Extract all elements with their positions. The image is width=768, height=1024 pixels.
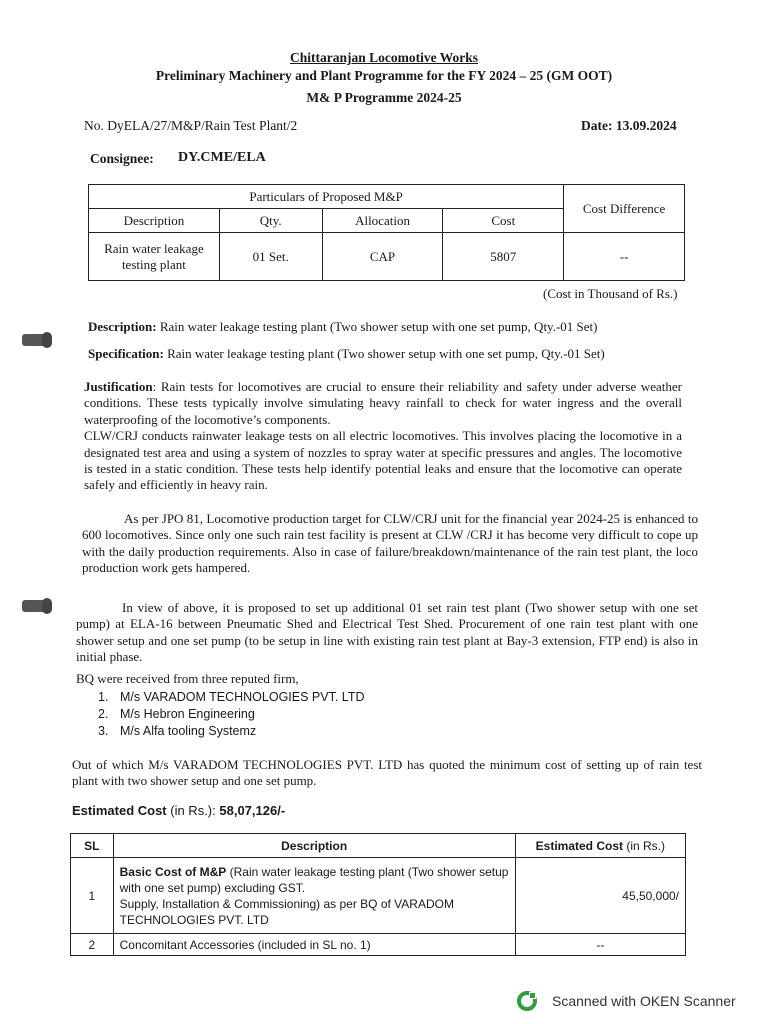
estimated-cost-value: 58,07,126/-: [219, 803, 286, 818]
row-qty: 01 Set.: [219, 233, 322, 281]
proposal-table: [88, 184, 685, 281]
programme-title: Preliminary Machinery and Plant Programme for the FY 2024 – 25 (GM OOT): [155, 68, 613, 83]
cost-row-2-amount: --: [515, 934, 685, 956]
list-item: 1. M/s VARADOM TECHNOLOGIES PVT. LTD: [98, 690, 365, 704]
consignee-label: Consignee:: [90, 151, 154, 166]
justification-block: [84, 379, 682, 494]
row-cost-difference: --: [564, 233, 685, 281]
cost-row-2-description: Concomitant Accessories (included in SL no. 1): [113, 934, 515, 956]
lowest-bidder-paragraph: Out of which M/s VARADOM TECHNOLOGIES PVT. LTD has quoted the minimum cost of setting up of rain test plant with two shower setup and one set pump.: [72, 757, 702, 789]
programme-subtitle: M& P Programme 2024-25: [306, 90, 462, 105]
reference-number: No. DyELA/27/M&P/Rain Test Plant/2: [84, 118, 298, 133]
row-allocation: CAP: [322, 233, 443, 281]
estimated-cost-label: Estimated Cost: [72, 803, 167, 818]
document-date: Date: 13.09.2024: [581, 118, 677, 133]
justification-label: Justification: [84, 379, 153, 394]
description-text: Rain water leakage testing plant (Two shower setup with one set pump, Qty.-01 Set): [159, 319, 598, 334]
scanner-logo-icon: [516, 990, 538, 1012]
scanner-text: Scanned with OKEN Scanner: [552, 993, 736, 1009]
org-title: Chittaranjan Locomotive Works: [290, 50, 478, 65]
binder-hole-mark: [22, 600, 48, 612]
cost-row-1-amount: 45,50,000/: [515, 858, 685, 934]
row-cost: 5807: [443, 233, 564, 281]
specification-line: [88, 346, 605, 362]
proposal-group-header: Particulars of Proposed M&P: [89, 185, 564, 209]
estimated-cost-line: [72, 803, 285, 818]
specification-label: Specification:: [88, 346, 164, 361]
description-label: Description:: [88, 319, 157, 334]
scanner-watermark: [516, 990, 736, 1012]
estimated-cost-unit: (in Rs.):: [166, 803, 220, 818]
cost-unit-note: (Cost in Thousand of Rs.): [543, 286, 678, 301]
binder-hole-mark: [22, 334, 48, 346]
col-cost: Cost: [443, 209, 564, 233]
consignee-value: DY.CME/ELA: [178, 150, 266, 165]
col-allocation: Allocation: [322, 209, 443, 233]
list-item: 3. M/s Alfa tooling Systemz: [98, 724, 257, 738]
jpo-paragraph: As per JPO 81, Locomotive production target for CLW/CRJ unit for the financial year 2024-25 is enhanced to 600 locomotives. Since only one such rain test facility is present at CLW /CRJ it has become very difficult to cope up with the daily production requirements. Also in case of failure/breakdown/maintenance of the rain test plant, the loco production work gets hampered.: [82, 511, 698, 576]
col-qty: Qty.: [219, 209, 322, 233]
proposal-paragraph: In view of above, it is proposed to set up additional 01 set rain test plant (Two shower setup with one set pump) at ELA-16 between Pneumatic Shed and Electrical Test Shed. Procurement of one rain test plant with one shower setup and one set pump (to be setup in line with existing rain test plant at Bay-3 extension, FTP end) is also in initial phase.: [76, 600, 698, 665]
row-description: Rain water leakage testing plant: [89, 233, 220, 281]
justification-text-1: : Rain tests for locomotives are crucial to ensure their reliability and safety under adverse weather conditions. These tests typically involve simulating heavy rainfall to check for water ingress and the overall waterproofing of the locomotive’s components.: [84, 379, 682, 427]
cost-row-1-sl: 1: [71, 858, 114, 934]
list-item: 2. M/s Hebron Engineering: [98, 707, 255, 721]
cost-row-1-description: Basic Cost of M&P (Rain water leakage testing plant (Two shower setup with one set pump) excluding GST. Supply, Installation & Commissioning) as per BQ of VARADOM TECHNOLOGIES PVT. LTD: [113, 858, 515, 934]
description-line: [88, 319, 597, 335]
cost-table: [70, 833, 686, 956]
cost-col-estimated: Estimated Cost (in Rs.): [515, 834, 685, 858]
firms-list: [98, 689, 364, 740]
justification-text-2: CLW/CRJ conducts rainwater leakage tests on all electric locomotives. This involves placing the locomotive in a designated test area and using a system of nozzles to spray water at specific pressures and angles. The locomotive is tested in a static condition. These tests help identify potential leaks and ensure that the locomotive can operate safely and efficiently in heavy rain.: [84, 428, 682, 493]
bq-intro: BQ were received from three reputed firm,: [76, 671, 299, 686]
col-description: Description: [89, 209, 220, 233]
cost-row-2-sl: 2: [71, 934, 114, 956]
col-cost-difference: Cost Difference: [564, 185, 685, 233]
cost-col-sl: SL: [71, 834, 114, 858]
specification-text: Rain water leakage testing plant (Two shower setup with one set pump, Qty.-01 Set): [167, 346, 605, 361]
cost-col-description: Description: [113, 834, 515, 858]
